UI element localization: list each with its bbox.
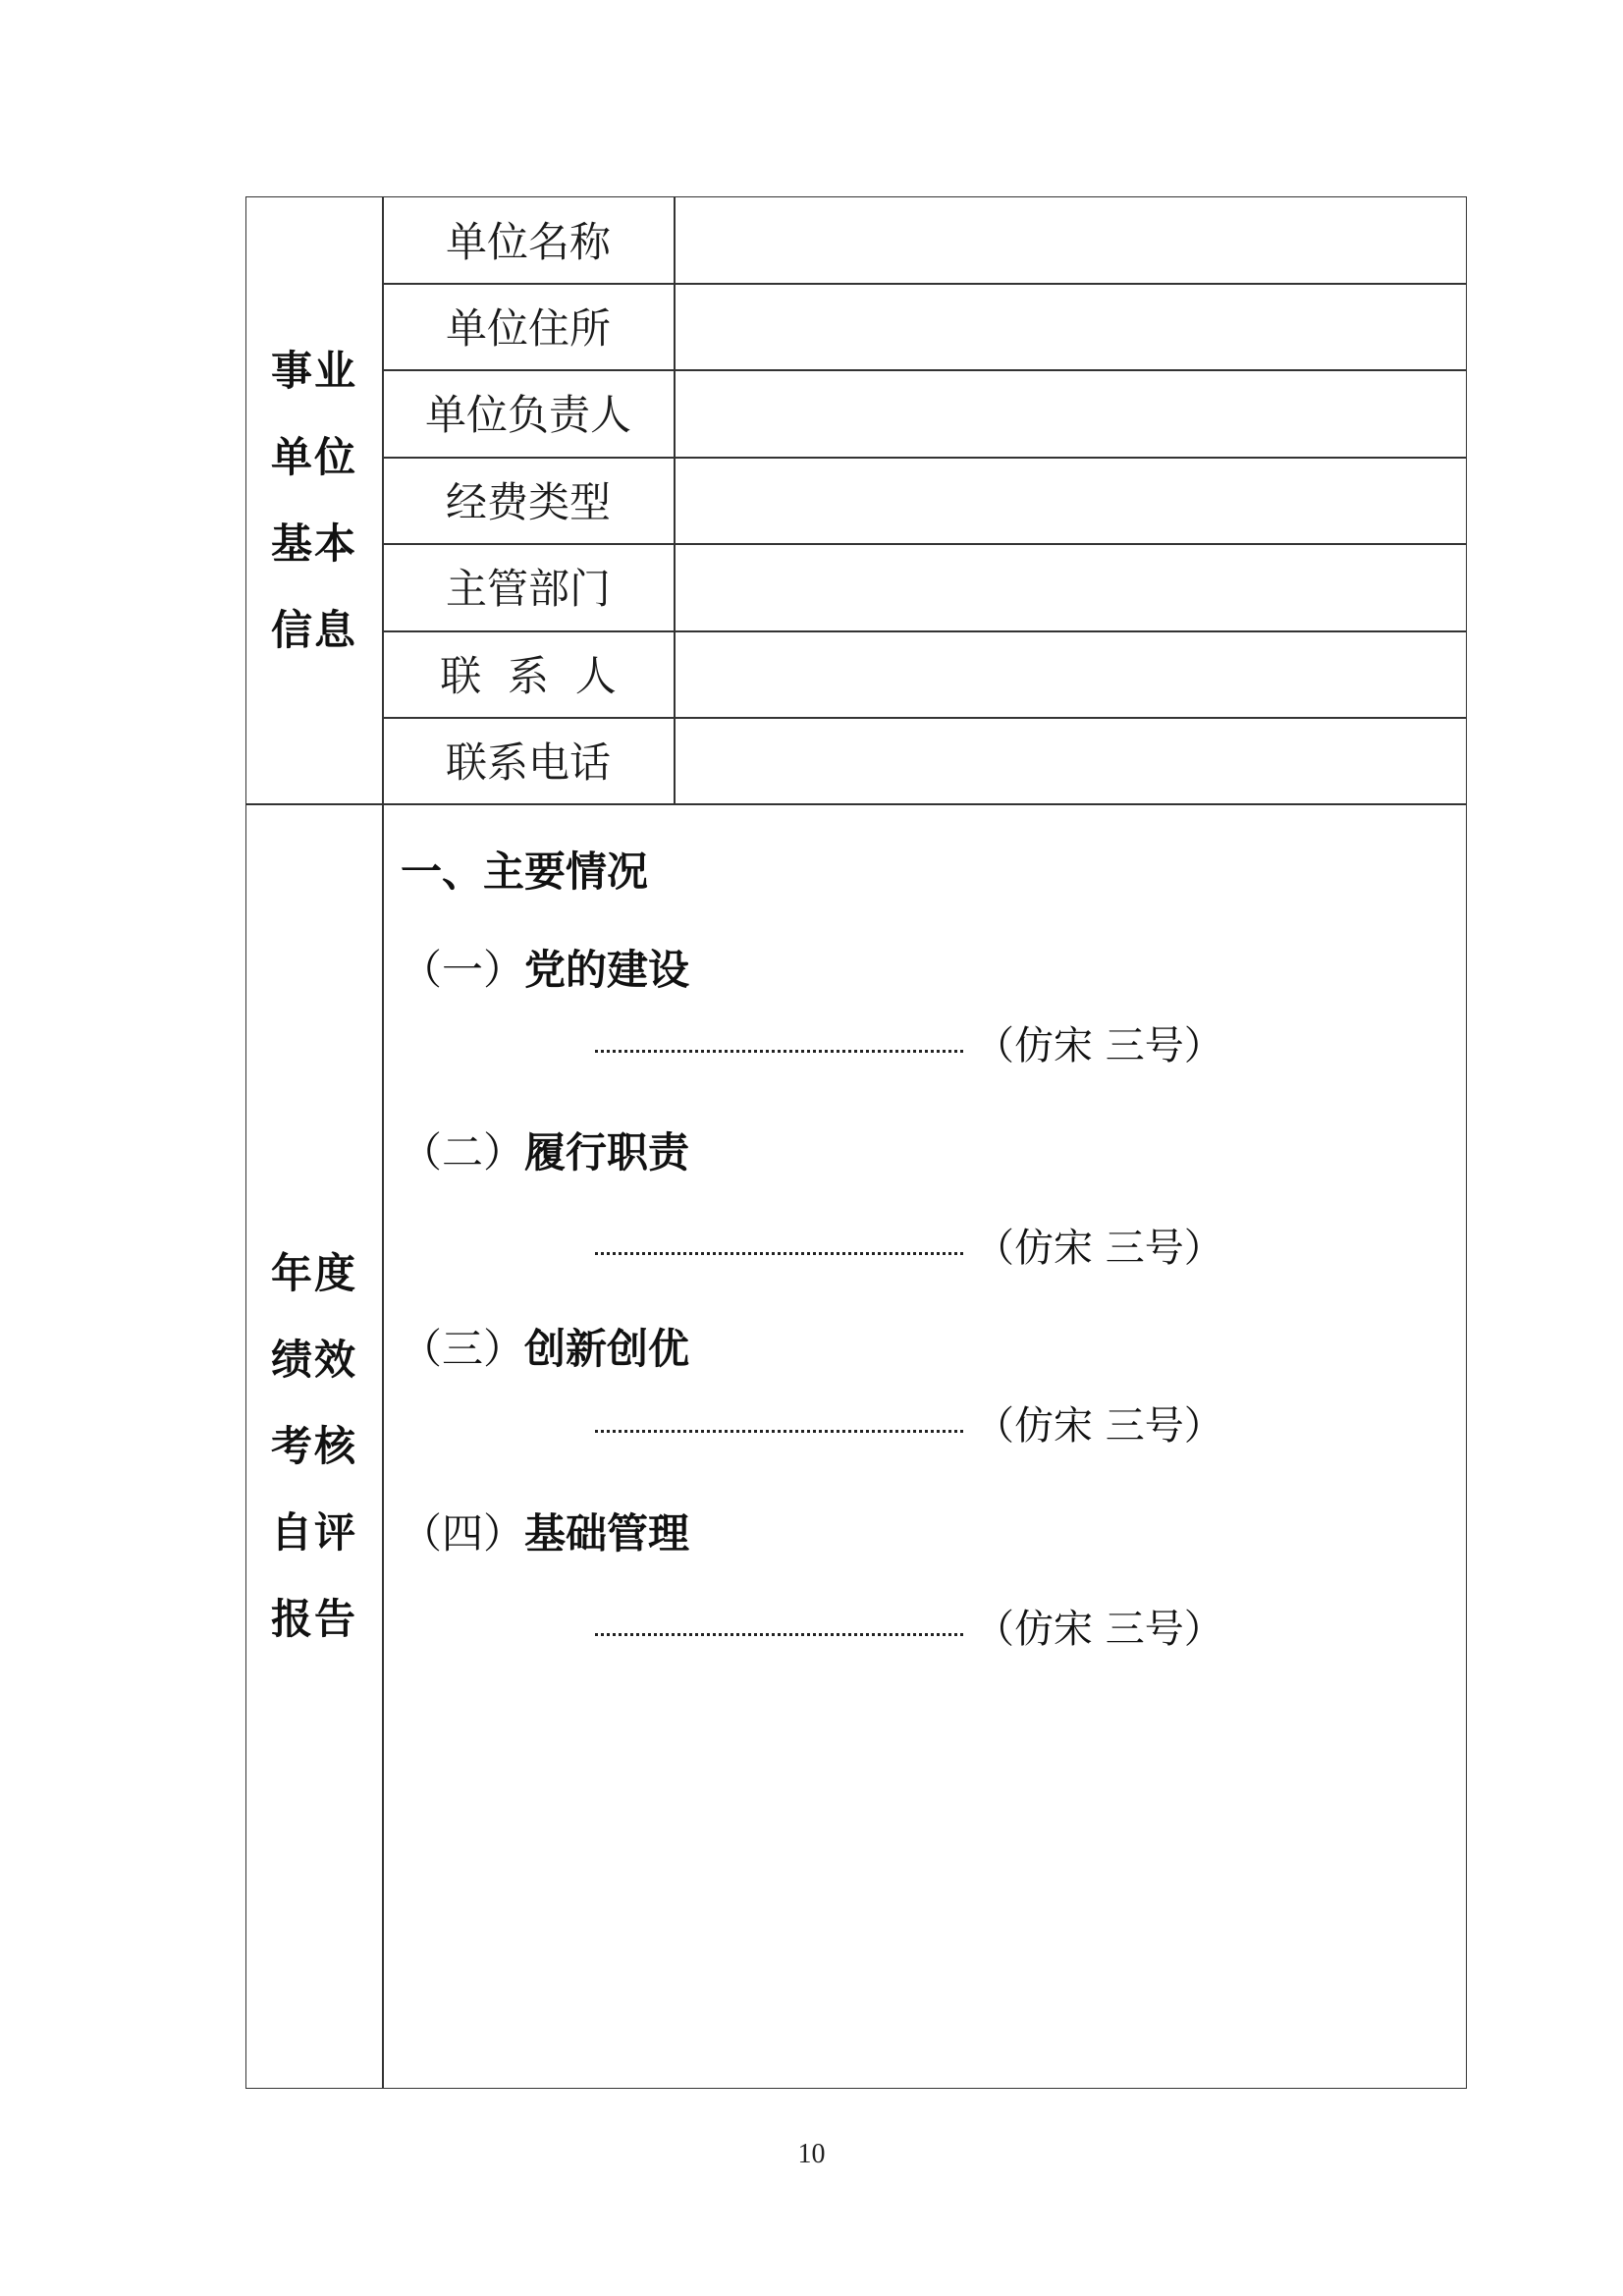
dotted-leader: [595, 1426, 963, 1433]
field-label-unit-head: 单位负责人: [424, 391, 631, 439]
item-prefix: （四）: [401, 1509, 525, 1558]
field-value-unit-address[interactable]: [674, 283, 1467, 369]
report-item-duties: [401, 1121, 689, 1179]
section-title-line: 基本: [270, 519, 357, 568]
item-prefix: （三）: [401, 1325, 525, 1373]
field-value-unit-head[interactable]: [674, 369, 1467, 456]
item-text: 履行职责: [524, 1128, 690, 1176]
dotted-leader: [595, 1248, 963, 1255]
section-title-line: 事业: [270, 346, 357, 395]
section-title-self-evaluation: [245, 804, 383, 2089]
field-value-contact-phone[interactable]: [674, 717, 1467, 803]
item-placeholder-line: [595, 1217, 1223, 1273]
report-item-innovation: [401, 1317, 689, 1376]
section-divider: [245, 803, 1467, 805]
font-note: （仿宋 三号）: [975, 1403, 1223, 1449]
dotted-leader: [595, 1629, 963, 1636]
page-number: 10: [797, 2139, 826, 2169]
item-text: 党的建设: [524, 946, 690, 994]
field-value-supervising-dept[interactable]: [674, 543, 1467, 629]
font-note: （仿宋 三号）: [975, 1607, 1223, 1652]
field-value-funding-type[interactable]: [674, 457, 1467, 543]
field-label-unit-name: 单位名称: [445, 218, 611, 266]
section-title-line: 信息: [270, 605, 357, 654]
font-note: （仿宋 三号）: [975, 1023, 1223, 1068]
report-item-party-building: [401, 938, 689, 997]
section-title-line: 绩效: [270, 1336, 357, 1384]
item-prefix: （一）: [401, 946, 525, 994]
section-title-line: 考核: [270, 1422, 357, 1470]
item-placeholder-line: [595, 1598, 1223, 1654]
field-value-unit-name[interactable]: [674, 196, 1467, 283]
dotted-leader: [595, 1046, 963, 1053]
section-title-basic-info: [245, 196, 383, 804]
section-title-line: 单位: [270, 432, 357, 481]
field-value-contact-person[interactable]: [674, 630, 1467, 717]
field-label-contact-phone: 联系电话: [445, 738, 611, 787]
section-title-line: 报告: [270, 1595, 357, 1643]
report-item-basic-management: [401, 1502, 689, 1560]
section-title-line: 年度: [270, 1249, 357, 1297]
item-placeholder-line: [595, 1014, 1223, 1070]
field-label-contact-person: 联 系 人: [440, 652, 617, 700]
item-prefix: （二）: [401, 1128, 525, 1176]
field-label-funding-type: 经费类型: [445, 478, 611, 526]
item-placeholder-line: [595, 1394, 1223, 1450]
item-text: 基础管理: [524, 1509, 690, 1558]
report-heading: 一、主要情况: [401, 847, 649, 896]
item-text: 创新创优: [524, 1325, 690, 1373]
field-label-unit-address: 单位住所: [445, 304, 611, 353]
section-title-line: 自评: [270, 1508, 357, 1557]
field-label-supervising-dept: 主管部门: [445, 565, 611, 613]
font-note: （仿宋 三号）: [975, 1226, 1223, 1271]
